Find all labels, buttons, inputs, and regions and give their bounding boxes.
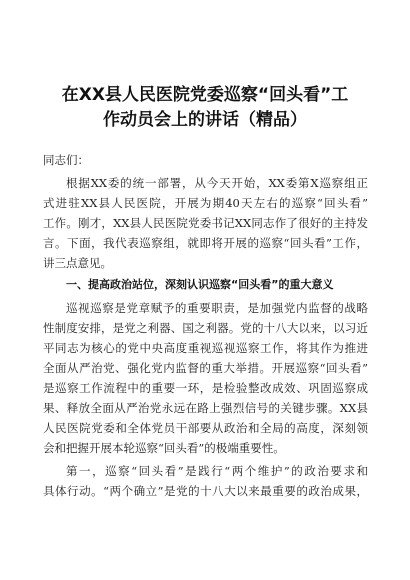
paragraph-line: 工作。刚才，XX县人民医院党委书记XX同志作了很好的主持发 [43, 216, 368, 230]
paragraph-line: 全面从严治党、强化党内监督的重大举措。开展巡察“回头看” [43, 361, 368, 375]
paragraph-line: 果、释放全面从严治党永远在路上强烈信号的关键步骤。XX县 [43, 401, 368, 415]
paragraph-line: 具体行动。“两个确立”是党的十八大以来最重要的政治成果， [43, 484, 368, 498]
document-title-line-2: 作动员会上的讲话（精品） [103, 110, 307, 130]
paragraph-line: 根据XX委的统一部署，从今天开始，XX委第X巡察组正 [66, 176, 368, 190]
paragraph-line: 讲三点意见。 [43, 256, 112, 270]
paragraph-line: 平同志为核心的党中央高度重视巡视巡察工作，将其作为推进 [43, 341, 368, 355]
section-heading: 一、提高政治站位，深刻认识巡察“回头看”的重大意义 [66, 278, 334, 291]
salutation: 同志们： [43, 153, 89, 167]
paragraph-line: 是巡察工作流程中的重要一环，是检验整改成效、巩固巡察成 [43, 381, 368, 395]
paragraph-line: 言。下面，我代表巡察组，就即将开展的巡察“回头看”工作， [43, 236, 368, 250]
paragraph-line: 式进驻XX县人民医院，开展为期40天左右的巡察“回头看” [43, 196, 368, 210]
document-title-line-1: 在XX县人民医院党委巡察“回头看”工 [61, 85, 349, 105]
paragraph-line: 人民医院党委和全体党员干部要从政治和全局的高度，深刻领 [43, 421, 368, 435]
paragraph-line: 巡视巡察是党章赋予的重要职责，是加强党内监督的战略 [66, 301, 368, 315]
paragraph-line: 性制度安排，是党之利器、国之利器。党的十八大以来，以习近 [43, 321, 368, 335]
paragraph-line: 会和把握开展本轮巡察“回头看”的极端重要性。 [43, 441, 285, 455]
paragraph-line: 第一，巡察“回头看”是践行“两个维护”的政治要求和 [66, 464, 368, 478]
